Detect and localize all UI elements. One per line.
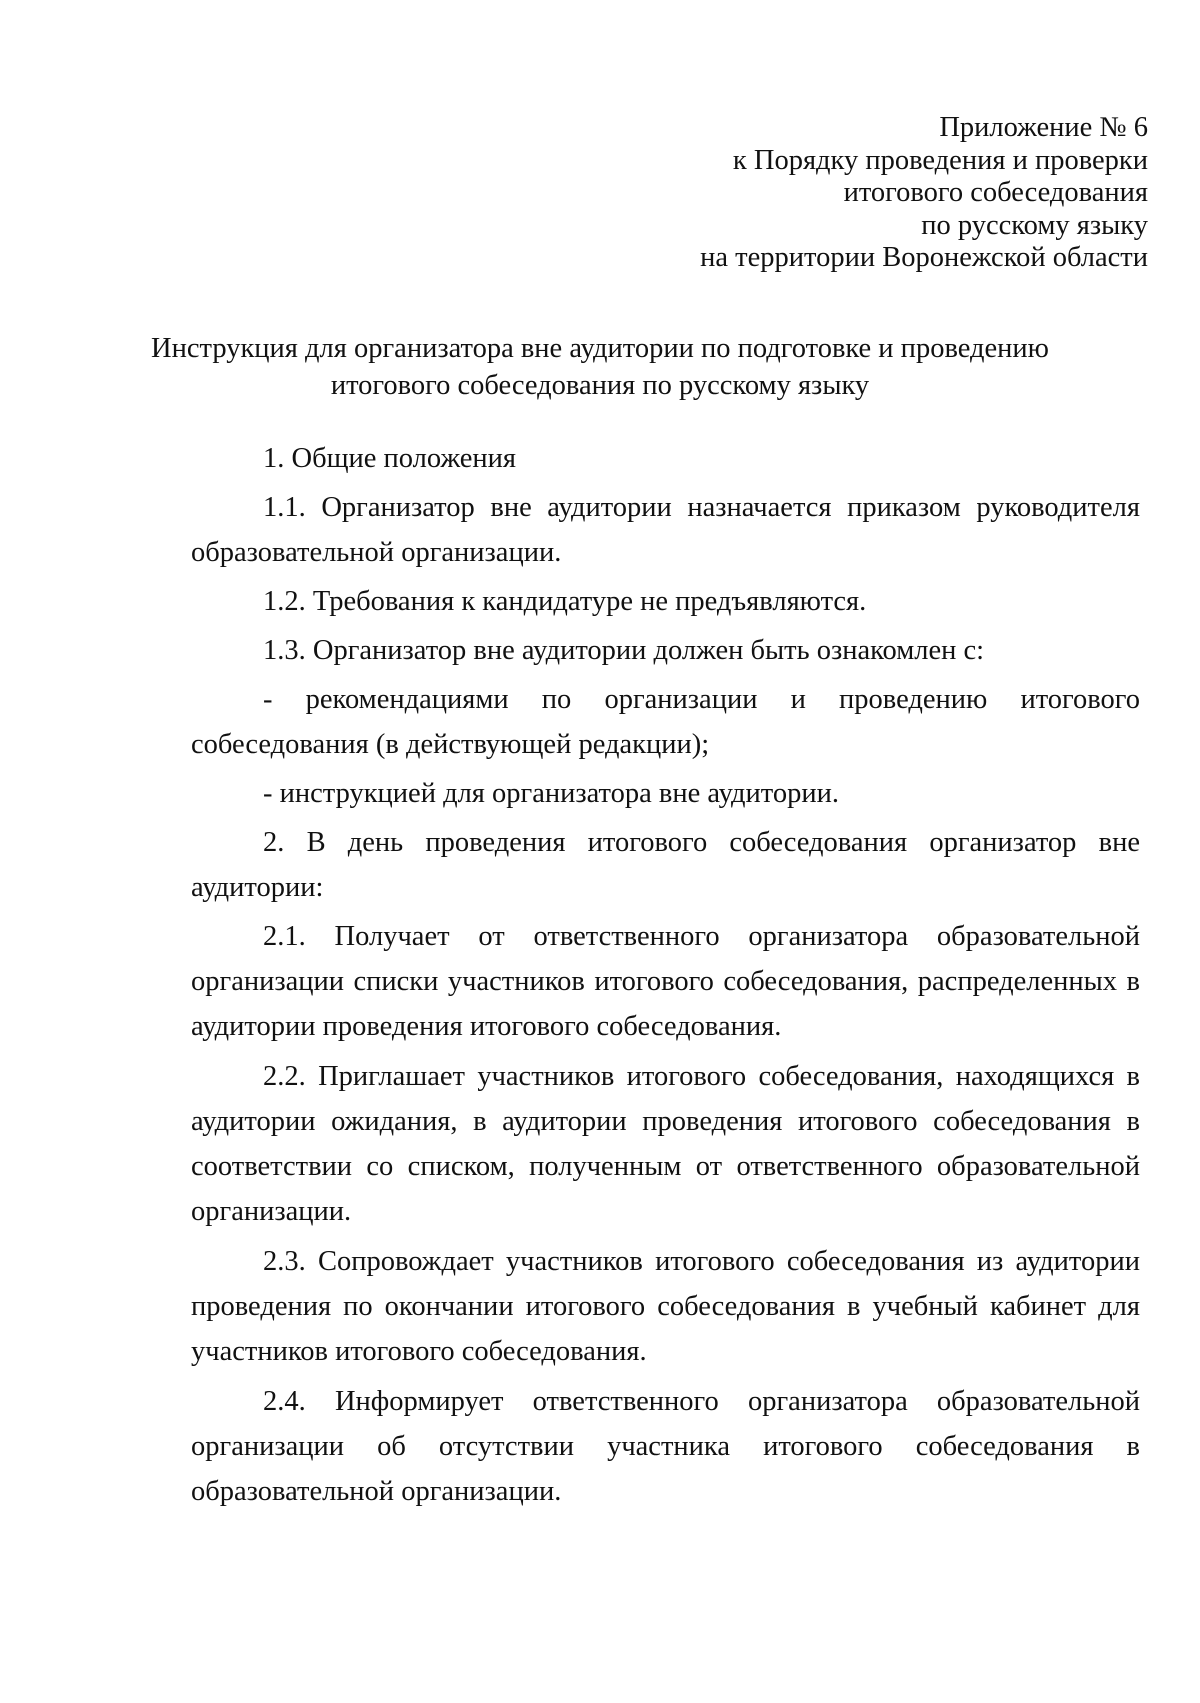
appendix-line-4: по русскому языку <box>921 209 1148 241</box>
list-item-recommendations: - рекомендациями по организации и проведению итогового собеседования (в действующей редакции); <box>191 684 1140 760</box>
appendix-line-5: на территории Воронежской области <box>700 242 1148 273</box>
paragraph-2: 2. В день проведения итогового собеседования организатор вне аудитории: <box>191 827 1140 903</box>
title-line-2: итогового собеседования по русскому языку <box>330 370 870 401</box>
paragraph-1-3: 1.3. Организатор вне аудитории должен быть ознакомлен с: <box>263 635 985 666</box>
document-body <box>191 436 1140 1518</box>
appendix-line-3: итогового собеседования <box>843 177 1148 208</box>
appendix-line-1: Приложение № 6 <box>939 112 1148 143</box>
appendix-header <box>448 112 1148 275</box>
paragraph-2-1: 2.1. Получает от ответственного организатора образовательной организации списки участников итогового собеседования, распределенных в аудитории проведения итогового собеседования. <box>191 921 1140 1042</box>
paragraph-1-2: 1.2. Требования к кандидатуре не предъявляются. <box>263 586 867 617</box>
appendix-line-2: к Порядку проведения и проверки <box>732 144 1148 176</box>
title-line-1: Инструкция для организатора вне аудитории по подготовке и проведению <box>151 333 1049 364</box>
paragraph-2-3: 2.3. Сопровождает участников итогового собеседования из аудитории проведения по окончании итогового собеседования в учебный кабинет для участников итогового собеседования. <box>191 1246 1140 1367</box>
section-heading-general: 1. Общие положения <box>263 443 517 474</box>
list-item-instruction: - инструкцией для организатора вне аудитории. <box>263 778 839 809</box>
paragraph-2-4: 2.4. Информирует ответственного организатора образовательной организации об отсутствии участника итогового собеседования в образовательной организации. <box>191 1386 1140 1507</box>
paragraph-1-1: 1.1. Организатор вне аудитории назначается приказом руководителя образовательной организации. <box>191 492 1140 568</box>
document-title <box>0 330 1200 404</box>
paragraph-2-2: 2.2. Приглашает участников итогового собеседования, находящихся в аудитории ожидания, в аудитории проведения итогового собеседования в соответствии со списком, полученным от ответственного образовательной организации. <box>191 1061 1140 1227</box>
